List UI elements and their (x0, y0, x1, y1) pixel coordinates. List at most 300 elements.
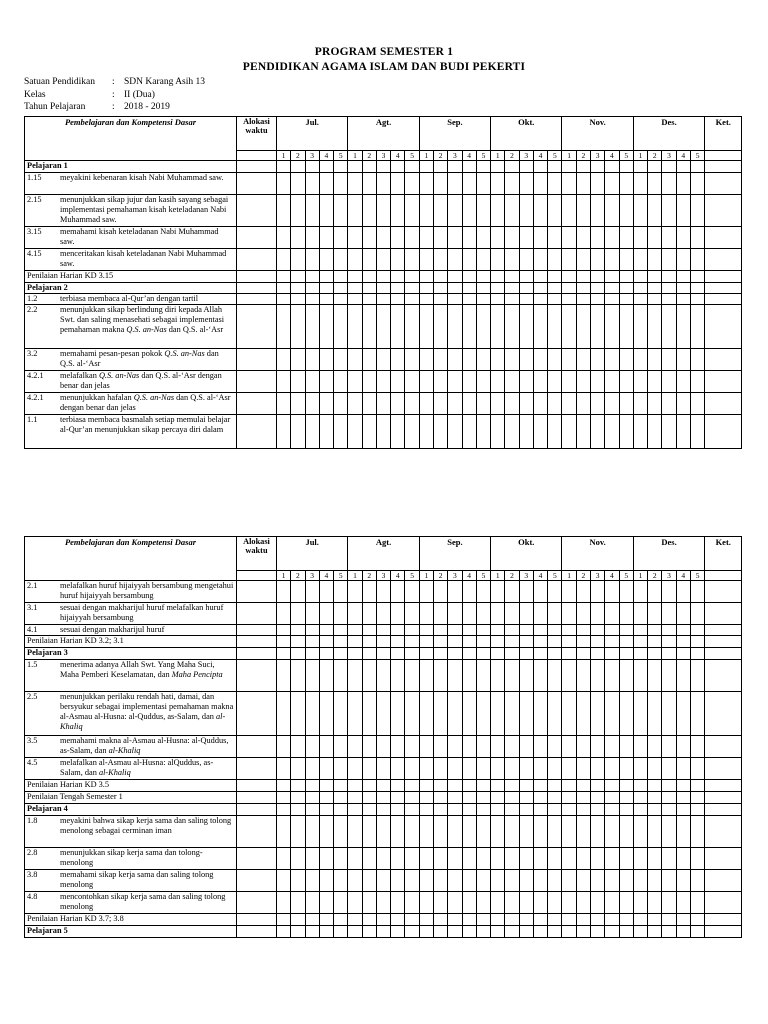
week-cell (419, 249, 433, 271)
week-cell (690, 736, 704, 758)
week-cell (305, 249, 319, 271)
week-cell (662, 660, 676, 692)
week-cell (591, 892, 605, 914)
week-cell (334, 792, 348, 804)
week-cell (462, 581, 476, 603)
week-cell (576, 305, 590, 349)
week-cell (419, 393, 433, 415)
kd-text: sesuai dengan makharijul huruf melafalkan huruf hijaiyyah bersambung (60, 603, 224, 622)
week-cell (476, 660, 490, 692)
week-cell (491, 625, 505, 636)
week-cell (519, 581, 533, 603)
week-cell (434, 195, 448, 227)
kd-entry (27, 892, 234, 912)
alokasi-cell (237, 804, 277, 816)
week-cell (690, 848, 704, 870)
week-cell (519, 603, 533, 625)
week-cell (519, 648, 533, 660)
kd-cell (25, 305, 237, 349)
week-cell (476, 371, 490, 393)
week-cell (648, 692, 662, 736)
week-cell (605, 161, 619, 173)
week-cell (519, 283, 533, 294)
kd-cell (25, 603, 237, 625)
week-cell (505, 816, 519, 848)
week-cell (277, 914, 291, 926)
alokasi-cell (237, 249, 277, 271)
week-cell (405, 371, 419, 393)
week-cell (348, 914, 362, 926)
week-cell (348, 780, 362, 792)
week-cell (319, 603, 333, 625)
week-cell (491, 914, 505, 926)
week-cell (690, 625, 704, 636)
ket-cell (705, 804, 742, 816)
column-header-ket: Ket. (705, 117, 742, 151)
alokasi-cell (237, 648, 277, 660)
week-cell (334, 625, 348, 636)
week-cell (362, 870, 376, 892)
week-cell (448, 892, 462, 914)
week-cell (405, 926, 419, 938)
week-cell (376, 926, 390, 938)
week-cell (591, 792, 605, 804)
week-cell (605, 271, 619, 283)
week-number: 3 (591, 571, 605, 581)
week-cell (319, 870, 333, 892)
week-cell (362, 848, 376, 870)
week-cell (605, 660, 619, 692)
week-cell (533, 625, 547, 636)
week-cell (519, 892, 533, 914)
week-cell (505, 195, 519, 227)
week-cell (277, 161, 291, 173)
week-cell (662, 780, 676, 792)
kd-entry (27, 581, 234, 601)
week-cell (334, 892, 348, 914)
week-cell (519, 161, 533, 173)
week-cell (462, 349, 476, 371)
info-row-tahun (24, 101, 205, 114)
week-cell (391, 736, 405, 758)
week-cell (448, 792, 462, 804)
week-cell (591, 249, 605, 271)
week-cell (391, 816, 405, 848)
week-number: 2 (648, 571, 662, 581)
week-cell (348, 393, 362, 415)
alokasi-cell (237, 415, 277, 449)
week-cell (505, 892, 519, 914)
week-cell (362, 636, 376, 648)
week-cell (277, 816, 291, 848)
week-cell (519, 636, 533, 648)
week-cell (562, 371, 576, 393)
section-row (25, 283, 742, 294)
week-cell (305, 195, 319, 227)
week-cell (462, 816, 476, 848)
week-cell (291, 870, 305, 892)
week-cell (548, 804, 562, 816)
week-cell (662, 648, 676, 660)
week-cell (405, 804, 419, 816)
week-cell (434, 792, 448, 804)
week-cell (690, 692, 704, 736)
week-cell (562, 603, 576, 625)
week-cell (434, 870, 448, 892)
week-cell (291, 736, 305, 758)
kd-cell (25, 926, 237, 938)
week-cell (334, 393, 348, 415)
alokasi-cell (237, 816, 277, 848)
week-cell (633, 294, 647, 305)
week-cell (533, 648, 547, 660)
week-cell (376, 780, 390, 792)
week-cell (676, 173, 690, 195)
week-cell (648, 816, 662, 848)
week-cell (405, 816, 419, 848)
week-cell (633, 227, 647, 249)
week-cell (605, 393, 619, 415)
week-number: 3 (376, 151, 390, 161)
week-cell (519, 914, 533, 926)
column-header-month: Nov. (562, 537, 633, 571)
week-cell (334, 780, 348, 792)
week-cell (448, 195, 462, 227)
week-cell (319, 914, 333, 926)
week-cell (662, 736, 676, 758)
week-cell (591, 780, 605, 792)
week-cell (591, 648, 605, 660)
week-cell (376, 625, 390, 636)
week-cell (519, 692, 533, 736)
week-cell (462, 736, 476, 758)
week-cell (405, 161, 419, 173)
week-cell (619, 294, 633, 305)
column-header-month: Jul. (277, 117, 348, 151)
week-number: 4 (391, 571, 405, 581)
week-cell (348, 792, 362, 804)
week-cell (391, 581, 405, 603)
week-cell (576, 736, 590, 758)
week-cell (505, 792, 519, 804)
week-number: 5 (690, 571, 704, 581)
week-number: 4 (462, 571, 476, 581)
week-cell (519, 926, 533, 938)
week-cell (648, 195, 662, 227)
week-cell (690, 195, 704, 227)
week-cell (362, 625, 376, 636)
alokasi-cell (237, 271, 277, 283)
kd-text: mencontohkan sikap kerja sama dan saling tolong menolong (60, 892, 226, 911)
week-cell (605, 249, 619, 271)
week-cell (291, 349, 305, 371)
info-sep: : (112, 102, 115, 112)
week-cell (633, 173, 647, 195)
week-cell (405, 349, 419, 371)
alokasi-cell (237, 625, 277, 636)
week-cell (391, 271, 405, 283)
week-cell (448, 603, 462, 625)
week-cell (434, 227, 448, 249)
week-number: 4 (319, 151, 333, 161)
week-cell (533, 780, 547, 792)
week-cell (419, 892, 433, 914)
week-cell (690, 161, 704, 173)
week-cell (419, 195, 433, 227)
week-cell (533, 816, 547, 848)
week-cell (391, 161, 405, 173)
week-cell (462, 173, 476, 195)
week-cell (319, 804, 333, 816)
week-cell (434, 161, 448, 173)
week-cell (434, 603, 448, 625)
ket-cell (705, 161, 742, 173)
week-cell (348, 892, 362, 914)
week-cell (648, 227, 662, 249)
week-cell (291, 804, 305, 816)
alokasi-cell (237, 349, 277, 371)
week-cell (305, 848, 319, 870)
week-cell (277, 294, 291, 305)
week-cell (662, 804, 676, 816)
week-cell (476, 848, 490, 870)
kd-text: terbiasa membaca al-Qur’an dengan tartil (60, 294, 199, 303)
week-number: 2 (362, 151, 376, 161)
week-number: 3 (662, 571, 676, 581)
week-cell (576, 892, 590, 914)
week-cell (662, 581, 676, 603)
kd-row (25, 371, 742, 393)
week-cell (562, 848, 576, 870)
week-cell (576, 173, 590, 195)
week-cell (419, 848, 433, 870)
column-header-month: Des. (633, 117, 704, 151)
week-cell (305, 914, 319, 926)
week-cell (305, 736, 319, 758)
kd-entry (27, 294, 234, 304)
alokasi-cell (237, 371, 277, 393)
kd-cell (25, 648, 237, 660)
week-cell (648, 660, 662, 692)
week-number: 1 (277, 571, 291, 581)
week-cell (434, 249, 448, 271)
week-cell (362, 283, 376, 294)
info-label: Satuan Pendidikan (24, 77, 95, 87)
week-cell (476, 926, 490, 938)
week-cell (419, 603, 433, 625)
week-cell (548, 173, 562, 195)
week-cell (576, 692, 590, 736)
week-cell (462, 926, 476, 938)
week-cell (505, 349, 519, 371)
week-cell (305, 758, 319, 780)
kd-row (25, 349, 742, 371)
week-cell (362, 692, 376, 736)
week-cell (619, 848, 633, 870)
week-cell (305, 792, 319, 804)
week-number: 2 (291, 151, 305, 161)
week-cell (362, 603, 376, 625)
week-cell (648, 581, 662, 603)
week-cell (648, 780, 662, 792)
week-cell (348, 870, 362, 892)
week-number: 1 (633, 151, 647, 161)
week-cell (619, 758, 633, 780)
week-cell (633, 636, 647, 648)
week-cell (291, 892, 305, 914)
week-cell (662, 816, 676, 848)
week-cell (319, 636, 333, 648)
week-cell (362, 161, 376, 173)
week-cell (391, 692, 405, 736)
week-number: 3 (662, 151, 676, 161)
week-cell (405, 636, 419, 648)
kd-number: 4.2.1 (27, 393, 44, 402)
kd-entry (27, 660, 234, 680)
week-cell (476, 648, 490, 660)
week-cell (676, 625, 690, 636)
week-cell (533, 926, 547, 938)
assessment-text: Penilaian Harian KD 3.5 (27, 780, 110, 789)
week-cell (305, 161, 319, 173)
week-cell (376, 603, 390, 625)
kd-cell (25, 415, 237, 449)
week-cell (448, 415, 462, 449)
week-cell (505, 870, 519, 892)
week-cell (348, 173, 362, 195)
week-cell (391, 636, 405, 648)
week-cell (434, 625, 448, 636)
week-number: 4 (319, 571, 333, 581)
week-cell (690, 648, 704, 660)
week-cell (305, 305, 319, 349)
header-row (25, 117, 742, 151)
week-cell (505, 271, 519, 283)
alokasi-blank-cell (237, 151, 277, 161)
week-cell (591, 625, 605, 636)
week-cell (491, 283, 505, 294)
week-cell (391, 660, 405, 692)
week-number: 2 (505, 571, 519, 581)
alokasi-cell (237, 305, 277, 349)
ket-cell (705, 581, 742, 603)
week-cell (391, 393, 405, 415)
week-cell (405, 914, 419, 926)
week-cell (362, 758, 376, 780)
kd-row (25, 692, 742, 736)
week-cell (633, 305, 647, 349)
week-cell (605, 780, 619, 792)
week-cell (491, 736, 505, 758)
week-cell (605, 283, 619, 294)
week-cell (605, 914, 619, 926)
week-cell (448, 758, 462, 780)
week-cell (562, 173, 576, 195)
week-cell (319, 283, 333, 294)
week-cell (362, 227, 376, 249)
week-cell (448, 804, 462, 816)
week-cell (576, 870, 590, 892)
week-cell (376, 914, 390, 926)
week-cell (362, 914, 376, 926)
kd-entry (27, 415, 234, 435)
week-cell (291, 914, 305, 926)
week-cell (491, 816, 505, 848)
week-number: 4 (605, 571, 619, 581)
week-cell (548, 780, 562, 792)
week-cell (676, 636, 690, 648)
week-cell (405, 692, 419, 736)
header-row (25, 537, 742, 571)
week-cell (405, 195, 419, 227)
week-cell (605, 758, 619, 780)
kd-row (25, 415, 742, 449)
week-cell (562, 692, 576, 736)
kd-cell (25, 870, 237, 892)
week-cell (690, 349, 704, 371)
week-cell (305, 625, 319, 636)
week-cell (633, 648, 647, 660)
ket-cell (705, 792, 742, 804)
week-cell (419, 227, 433, 249)
week-cell (562, 393, 576, 415)
week-cell (633, 393, 647, 415)
week-cell (434, 305, 448, 349)
week-cell (362, 780, 376, 792)
week-cell (376, 305, 390, 349)
kd-cell (25, 892, 237, 914)
week-cell (291, 294, 305, 305)
week-cell (619, 305, 633, 349)
week-cell (334, 603, 348, 625)
week-number: 5 (405, 151, 419, 161)
week-cell (434, 736, 448, 758)
week-cell (662, 393, 676, 415)
week-cell (676, 692, 690, 736)
column-header-month: Des. (633, 537, 704, 571)
week-cell (319, 816, 333, 848)
week-cell (533, 195, 547, 227)
kd-cell (25, 283, 237, 294)
week-cell (591, 283, 605, 294)
week-cell (277, 173, 291, 195)
week-cell (334, 581, 348, 603)
week-cell (462, 914, 476, 926)
week-cell (419, 173, 433, 195)
section-row (25, 161, 742, 173)
section-row (25, 926, 742, 938)
kd-number: 2.5 (27, 692, 38, 701)
kd-entry (27, 371, 234, 391)
week-cell (519, 870, 533, 892)
alokasi-cell (237, 283, 277, 294)
kd-text: melafalkan Q.S. an-Nas dan Q.S. al-‘Asr dengan benar dan jelas (60, 371, 222, 390)
info-value: SDN Karang Asih 13 (124, 77, 206, 87)
week-cell (605, 848, 619, 870)
week-cell (277, 780, 291, 792)
week-cell (305, 271, 319, 283)
week-cell (434, 804, 448, 816)
info-value: II (Dua) (124, 89, 155, 100)
week-cell (619, 271, 633, 283)
kd-number: 2.1 (27, 581, 38, 590)
week-cell (491, 792, 505, 804)
week-cell (619, 349, 633, 371)
week-cell (591, 804, 605, 816)
week-cell (291, 371, 305, 393)
week-cell (605, 892, 619, 914)
week-cell (505, 581, 519, 603)
